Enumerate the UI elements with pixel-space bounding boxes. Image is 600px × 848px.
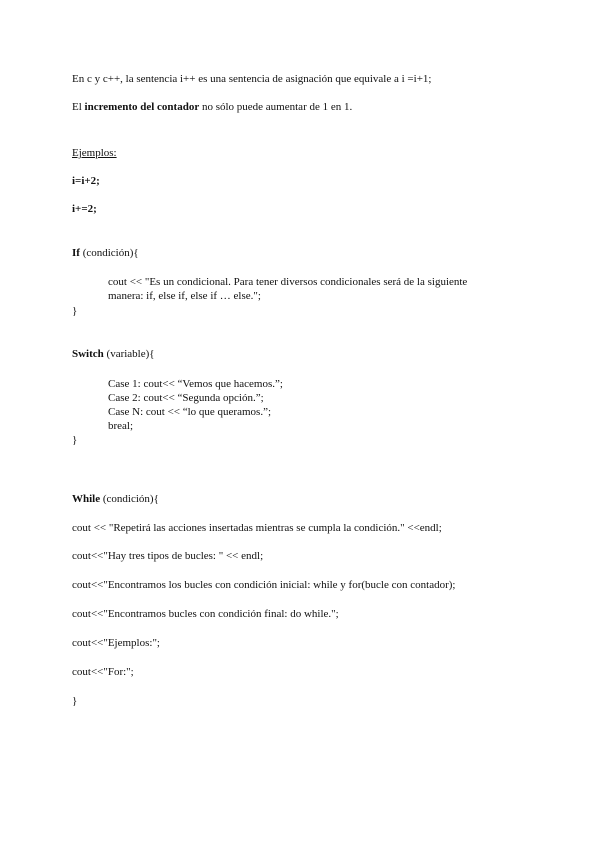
while-line-1: cout << "Repetirá las acciones insertadas mientras se cumpla la condición." <<endl; — [72, 522, 442, 534]
if-header-rest: (condición){ — [79, 247, 139, 259]
example-2 — [72, 202, 97, 216]
switch-header-rest: (variable){ — [103, 348, 155, 360]
switch-case-2: Case 2: cout<< “Segunda opción.”; — [108, 392, 264, 404]
example-1 — [72, 174, 100, 188]
intro-line-1: En c y c++, la sentencia i++ es una sentencia de asignación que equivale a i =i+1; — [72, 73, 432, 85]
intro-line-2-post: no sólo puede aumentar de 1 en 1. — [199, 101, 353, 113]
while-keyword: While — [72, 493, 101, 505]
example-2-text: i+=2; — [72, 203, 97, 215]
if-header — [72, 246, 139, 260]
switch-close-brace: } — [72, 434, 78, 446]
while-line-5: cout<<"Ejemplos:"; — [72, 637, 160, 649]
while-line-4: cout<<"Encontramos bucles con condición final: do while."; — [72, 608, 339, 620]
intro-line-2-pre: El — [72, 101, 85, 113]
if-close-brace: } — [72, 305, 78, 317]
switch-header — [72, 347, 155, 361]
switch-break: breal; — [108, 420, 134, 432]
if-body-line-2: manera: if, else if, else if … else."; — [108, 290, 261, 302]
while-line-6: cout<<"For:"; — [72, 666, 134, 678]
while-header — [72, 492, 159, 506]
while-line-2: cout<<"Hay tres tipos de bucles: " << endl; — [72, 550, 264, 562]
examples-heading — [72, 146, 117, 160]
while-close-brace: } — [72, 695, 78, 707]
switch-keyword: Switch — [72, 348, 104, 360]
example-1-text: i=i+2; — [72, 175, 100, 187]
while-header-rest: (condición){ — [100, 493, 159, 505]
if-body-line-1: cout << "Es un condicional. Para tener diversos condicionales será de la siguiente — [108, 276, 468, 288]
switch-case-1: Case 1: cout<< “Vemos que hacemos.”; — [108, 378, 283, 390]
switch-case-n: Case N: cout << “lo que queramos.”; — [108, 406, 272, 418]
intro-bold-term: incremento del contador — [84, 101, 200, 113]
examples-heading-text: Ejemplos: — [72, 147, 117, 159]
intro-line-2 — [72, 100, 352, 114]
while-line-3: cout<<"Encontramos los bucles con condición inicial: while y for(bucle con contador); — [72, 579, 456, 591]
if-keyword: If — [72, 247, 80, 259]
